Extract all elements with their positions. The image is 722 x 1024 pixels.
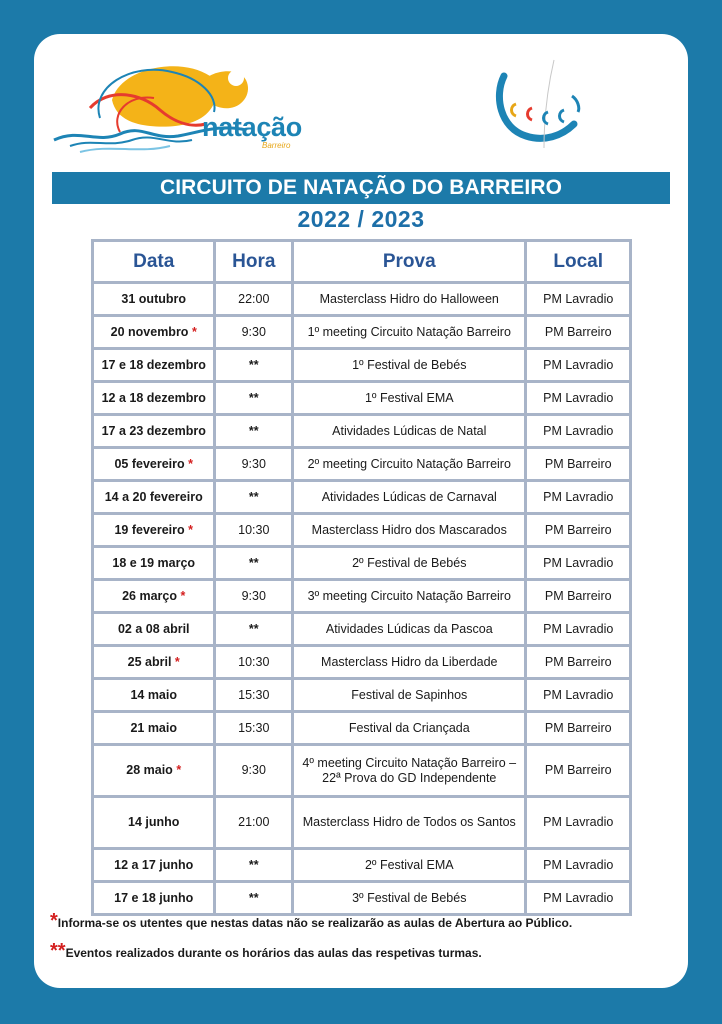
cell-date (93, 646, 215, 679)
cell-time: ** (215, 349, 293, 382)
date-text: 21 maio (130, 720, 177, 735)
cell-place: PM Lavradio (526, 415, 631, 448)
cell-event: 4º meeting Circuito Natação Barreiro – 22ª Prova do GD Independente (293, 745, 526, 797)
table-row (93, 481, 631, 514)
cell-event: 1º Festival de Bebés (293, 349, 526, 382)
cell-place: PM Lavradio (526, 882, 631, 915)
table-row (93, 797, 631, 849)
cell-date (93, 481, 215, 514)
cell-time: 15:30 (215, 679, 293, 712)
cell-event: Masterclass Hidro da Liberdade (293, 646, 526, 679)
cell-date (93, 283, 215, 316)
date-text: 02 a 08 abril (117, 621, 190, 636)
table-row (93, 448, 631, 481)
cell-event: Masterclass Hidro dos Mascarados (293, 514, 526, 547)
footnote-text: Informa-se os utentes que nestas datas não se realizarão as aulas de Abertura ao Público. (57, 916, 573, 930)
footnote-mark: ** (50, 940, 66, 962)
footnote-mark: * (50, 910, 58, 932)
cell-date (93, 316, 215, 349)
table-row (93, 613, 631, 646)
cell-place: PM Barreiro (526, 646, 631, 679)
logo-wordmark: natação (202, 112, 302, 142)
cell-place: PM Lavradio (526, 349, 631, 382)
date-text: 12 a 18 dezembro (101, 390, 206, 405)
cell-time: 9:30 (215, 580, 293, 613)
date-text: 14 maio (130, 687, 177, 702)
date-text: 17 a 23 dezembro (101, 423, 206, 438)
table-row (93, 547, 631, 580)
schedule-table (91, 239, 632, 916)
cell-time: ** (215, 382, 293, 415)
cell-place: PM Lavradio (526, 547, 631, 580)
table-row (93, 349, 631, 382)
cell-date (93, 415, 215, 448)
asterisk-mark: * (188, 522, 193, 537)
natacao-logo (50, 48, 302, 168)
cell-event: 3º meeting Circuito Natação Barreiro (293, 580, 526, 613)
asterisk-mark: * (188, 456, 193, 471)
cell-place: PM Lavradio (526, 382, 631, 415)
asterisk-mark: * (176, 763, 182, 777)
cell-place: PM Lavradio (526, 797, 631, 849)
cell-event: Atividades Lúdicas da Pascoa (293, 613, 526, 646)
page-title: CIRCUITO DE NATAÇÃO DO BARREIRO (52, 172, 670, 204)
cell-time: 15:30 (215, 712, 293, 745)
table-row (93, 283, 631, 316)
cell-event: 1º meeting Circuito Natação Barreiro (293, 316, 526, 349)
cell-date (93, 613, 215, 646)
cell-date (93, 712, 215, 745)
cell-time: ** (215, 613, 293, 646)
cell-place: PM Lavradio (526, 849, 631, 882)
cell-date (93, 849, 215, 882)
table-row (93, 415, 631, 448)
table-row (93, 382, 631, 415)
cell-place: PM Lavradio (526, 679, 631, 712)
date-text: 26 março (122, 588, 177, 603)
col-header-event: Prova (293, 241, 526, 283)
cell-date (93, 448, 215, 481)
table-row (93, 316, 631, 349)
date-text: 12 a 17 junho (114, 857, 194, 872)
footnote-double-star (50, 940, 680, 968)
date-text: 17 e 18 dezembro (101, 357, 206, 372)
cell-event: Atividades Lúdicas de Carnaval (293, 481, 526, 514)
date-text: 25 abril (127, 654, 172, 669)
date-text: 31 outubro (121, 291, 187, 306)
cccc-logo (492, 56, 592, 156)
date-text: 14 junho (128, 815, 180, 829)
table-row (93, 514, 631, 547)
cell-event: 2º Festival EMA (293, 849, 526, 882)
cell-date (93, 514, 215, 547)
cell-event: Masterclass Hidro do Halloween (293, 283, 526, 316)
cell-time: ** (215, 849, 293, 882)
table-header-row (93, 241, 631, 283)
cell-event: Masterclass Hidro de Todos os Santos (293, 797, 526, 849)
asterisk-mark: * (191, 324, 197, 339)
cell-date (93, 797, 215, 849)
cell-time: 21:00 (215, 797, 293, 849)
cccc-emblem-icon (492, 56, 592, 156)
cell-date (93, 382, 215, 415)
col-header-place: Local (526, 241, 631, 283)
table-row (93, 580, 631, 613)
table-row (93, 712, 631, 745)
cell-place: PM Lavradio (526, 283, 631, 316)
date-text: 28 maio (126, 763, 173, 777)
cell-time: 9:30 (215, 448, 293, 481)
cell-time: ** (215, 481, 293, 514)
asterisk-mark: * (174, 654, 180, 669)
col-header-date: Data (93, 241, 215, 283)
cell-time: ** (215, 882, 293, 915)
footnote-text: Eventos realizados durante os horários das aulas das respetivas turmas. (65, 946, 482, 960)
table-row (93, 646, 631, 679)
cell-event: Festival da Criançada (293, 712, 526, 745)
cell-event: 2º Festival de Bebés (293, 547, 526, 580)
cell-date (93, 547, 215, 580)
cell-place: PM Barreiro (526, 316, 631, 349)
logo-subtitle: Barreiro (262, 141, 291, 150)
cell-place: PM Barreiro (526, 745, 631, 797)
cell-time: ** (215, 415, 293, 448)
cell-place: PM Barreiro (526, 580, 631, 613)
footnote-single-star (50, 910, 680, 938)
cell-time: 9:30 (215, 316, 293, 349)
date-text: 14 a 20 fevereiro (104, 489, 203, 504)
date-text: 19 fevereiro (114, 522, 185, 537)
cell-date (93, 679, 215, 712)
cell-time: 9:30 (215, 745, 293, 797)
season-label: 2022 / 2023 (297, 206, 425, 232)
cell-event: 1º Festival EMA (293, 382, 526, 415)
cell-time: 10:30 (215, 646, 293, 679)
table-row (93, 849, 631, 882)
footnotes (50, 910, 680, 968)
cell-event: 3º Festival de Bebés (293, 882, 526, 915)
date-text: 05 fevereiro (114, 456, 185, 471)
schedule-body (93, 283, 631, 915)
date-text: 17 e 18 junho (114, 890, 194, 905)
cell-event: Atividades Lúdicas de Natal (293, 415, 526, 448)
date-text: 18 e 19 março (112, 555, 196, 570)
cell-place: PM Barreiro (526, 712, 631, 745)
poster-card (34, 34, 688, 988)
col-header-time: Hora (215, 241, 293, 283)
cell-place: PM Barreiro (526, 448, 631, 481)
table-row (93, 745, 631, 797)
cell-date (93, 580, 215, 613)
asterisk-mark: * (180, 588, 186, 603)
table-row (93, 679, 631, 712)
cell-date (93, 745, 215, 797)
cell-event: Festival de Sapinhos (293, 679, 526, 712)
cell-place: PM Barreiro (526, 514, 631, 547)
cell-time: ** (215, 547, 293, 580)
cell-place: PM Lavradio (526, 481, 631, 514)
cell-date (93, 349, 215, 382)
cell-place: PM Lavradio (526, 613, 631, 646)
cell-time: 22:00 (215, 283, 293, 316)
date-text: 20 novembro (110, 324, 189, 339)
swimmer-wave-icon (50, 48, 290, 168)
cell-time: 10:30 (215, 514, 293, 547)
cell-event: 2º meeting Circuito Natação Barreiro (293, 448, 526, 481)
